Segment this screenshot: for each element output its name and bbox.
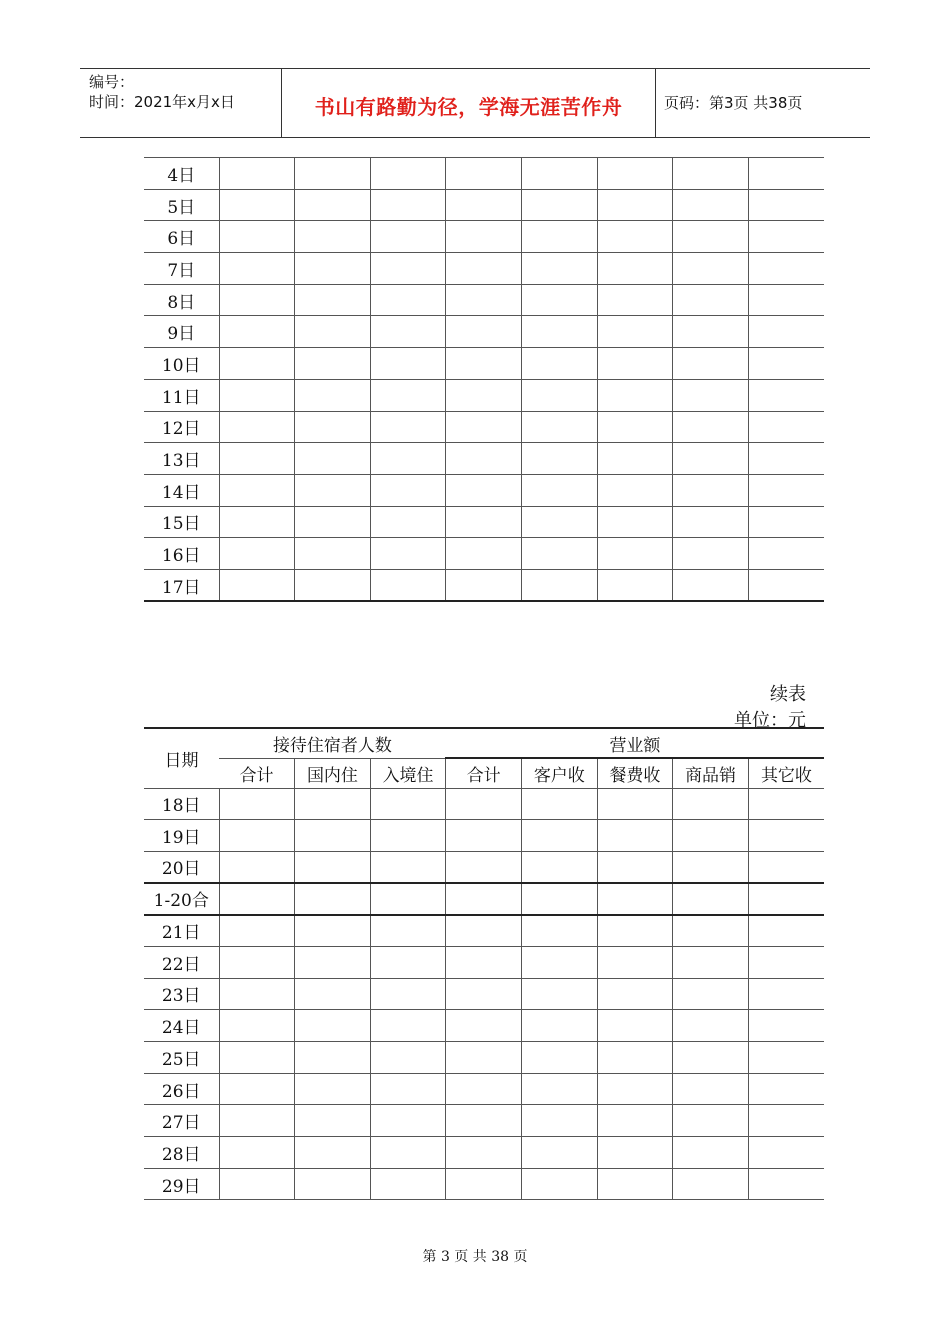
empty-cell	[295, 1010, 371, 1042]
empty-cell	[219, 946, 295, 978]
empty-cell	[370, 1073, 446, 1105]
empty-cell	[219, 569, 295, 601]
column-header: 合计	[446, 758, 522, 788]
table-row	[144, 474, 824, 506]
date-cell: 28日	[144, 1137, 219, 1169]
empty-cell	[673, 883, 749, 915]
empty-cell	[748, 379, 824, 411]
empty-cell	[370, 915, 446, 947]
empty-cell	[748, 883, 824, 915]
empty-cell	[446, 316, 522, 348]
empty-cell	[597, 1042, 673, 1074]
empty-cell	[748, 158, 824, 190]
empty-cell	[370, 189, 446, 221]
empty-cell	[370, 538, 446, 570]
empty-cell	[748, 851, 824, 883]
daily-table-bottom	[144, 727, 824, 1200]
empty-cell	[673, 978, 749, 1010]
empty-cell	[597, 1073, 673, 1105]
date-cell: 22日	[144, 946, 219, 978]
empty-cell	[295, 1168, 371, 1200]
empty-cell	[597, 443, 673, 475]
empty-cell	[219, 158, 295, 190]
empty-cell	[522, 284, 598, 316]
date-cell: 18日	[144, 788, 219, 820]
empty-cell	[219, 820, 295, 852]
date-header: 日期	[144, 728, 219, 788]
empty-cell	[597, 978, 673, 1010]
empty-cell	[370, 1042, 446, 1074]
date-cell: 12日	[144, 411, 219, 443]
empty-cell	[219, 316, 295, 348]
table-row	[144, 538, 824, 570]
empty-cell	[748, 569, 824, 601]
empty-cell	[446, 253, 522, 285]
empty-cell	[673, 1105, 749, 1137]
empty-cell	[446, 379, 522, 411]
empty-cell	[597, 569, 673, 601]
empty-cell	[597, 1137, 673, 1169]
empty-cell	[219, 1168, 295, 1200]
empty-cell	[522, 1010, 598, 1042]
empty-cell	[446, 915, 522, 947]
empty-cell	[597, 946, 673, 978]
date-cell: 16日	[144, 538, 219, 570]
empty-cell	[446, 946, 522, 978]
date-cell: 25日	[144, 1042, 219, 1074]
empty-cell	[295, 820, 371, 852]
table-row	[144, 788, 824, 820]
date-cell: 1-20合	[144, 883, 219, 915]
continued-label: 续表	[770, 684, 806, 705]
date-cell: 17日	[144, 569, 219, 601]
empty-cell	[522, 1105, 598, 1137]
guests-header: 接待住宿者人数	[219, 728, 446, 758]
empty-cell	[673, 915, 749, 947]
table-row	[144, 443, 824, 475]
empty-cell	[522, 851, 598, 883]
table-row	[144, 348, 824, 380]
empty-cell	[219, 379, 295, 411]
empty-cell	[370, 348, 446, 380]
empty-cell	[748, 1073, 824, 1105]
empty-cell	[219, 978, 295, 1010]
empty-cell	[446, 1010, 522, 1042]
empty-cell	[597, 189, 673, 221]
empty-cell	[597, 883, 673, 915]
empty-cell	[446, 221, 522, 253]
empty-cell	[295, 946, 371, 978]
date-cell: 15日	[144, 506, 219, 538]
empty-cell	[748, 978, 824, 1010]
empty-cell	[673, 538, 749, 570]
empty-cell	[748, 1105, 824, 1137]
empty-cell	[446, 978, 522, 1010]
empty-cell	[748, 284, 824, 316]
empty-cell	[219, 348, 295, 380]
date-cell: 13日	[144, 443, 219, 475]
table-row	[144, 189, 824, 221]
table-row	[144, 915, 824, 947]
date-cell: 11日	[144, 379, 219, 411]
table-row	[144, 284, 824, 316]
empty-cell	[673, 284, 749, 316]
empty-cell	[748, 1010, 824, 1042]
empty-cell	[446, 820, 522, 852]
empty-cell	[673, 253, 749, 285]
empty-cell	[446, 1137, 522, 1169]
empty-cell	[748, 316, 824, 348]
empty-cell	[219, 1042, 295, 1074]
time-label: 时间：2021年x月x日	[89, 93, 235, 111]
empty-cell	[370, 221, 446, 253]
empty-cell	[370, 506, 446, 538]
empty-cell	[748, 915, 824, 947]
table-row	[144, 569, 824, 601]
table-row	[144, 379, 824, 411]
empty-cell	[219, 1073, 295, 1105]
empty-cell	[748, 538, 824, 570]
empty-cell	[370, 883, 446, 915]
empty-cell	[446, 788, 522, 820]
empty-cell	[673, 788, 749, 820]
empty-cell	[673, 158, 749, 190]
date-cell: 8日	[144, 284, 219, 316]
empty-cell	[673, 506, 749, 538]
empty-cell	[446, 474, 522, 506]
empty-cell	[295, 851, 371, 883]
empty-cell	[370, 820, 446, 852]
empty-cell	[597, 284, 673, 316]
empty-cell	[370, 316, 446, 348]
table-row	[144, 851, 824, 883]
empty-cell	[219, 883, 295, 915]
empty-cell	[748, 820, 824, 852]
date-cell: 26日	[144, 1073, 219, 1105]
date-cell: 6日	[144, 221, 219, 253]
empty-cell	[748, 1168, 824, 1200]
date-cell: 7日	[144, 253, 219, 285]
empty-cell	[673, 820, 749, 852]
empty-cell	[219, 851, 295, 883]
date-cell: 23日	[144, 978, 219, 1010]
empty-cell	[597, 316, 673, 348]
empty-cell	[522, 316, 598, 348]
empty-cell	[522, 253, 598, 285]
header-meta	[80, 69, 281, 137]
date-cell: 4日	[144, 158, 219, 190]
table-row	[144, 1073, 824, 1105]
empty-cell	[295, 1105, 371, 1137]
empty-cell	[597, 851, 673, 883]
empty-cell	[522, 915, 598, 947]
empty-cell	[295, 221, 371, 253]
empty-cell	[673, 1073, 749, 1105]
table-row	[144, 506, 824, 538]
number-label: 编号：	[89, 73, 135, 91]
empty-cell	[295, 316, 371, 348]
empty-cell	[219, 189, 295, 221]
empty-cell	[370, 851, 446, 883]
column-header: 合计	[219, 758, 295, 788]
empty-cell	[370, 978, 446, 1010]
empty-cell	[370, 1168, 446, 1200]
empty-cell	[446, 411, 522, 443]
table-row	[144, 1168, 824, 1200]
empty-cell	[295, 506, 371, 538]
empty-cell	[295, 538, 371, 570]
empty-cell	[673, 1168, 749, 1200]
empty-cell	[597, 788, 673, 820]
page-header	[80, 68, 870, 138]
empty-cell	[522, 189, 598, 221]
empty-cell	[295, 915, 371, 947]
empty-cell	[597, 820, 673, 852]
empty-cell	[370, 569, 446, 601]
empty-cell	[370, 946, 446, 978]
unit-label: 单位：元	[734, 710, 806, 731]
empty-cell	[597, 348, 673, 380]
empty-cell	[673, 411, 749, 443]
subtotal-row	[144, 883, 824, 915]
empty-cell	[295, 978, 371, 1010]
empty-cell	[219, 788, 295, 820]
empty-cell	[522, 569, 598, 601]
table-row	[144, 1042, 824, 1074]
empty-cell	[446, 1168, 522, 1200]
empty-cell	[446, 1073, 522, 1105]
empty-cell	[597, 474, 673, 506]
empty-cell	[748, 1042, 824, 1074]
empty-cell	[522, 1073, 598, 1105]
daily-table-top	[144, 157, 824, 602]
table-row	[144, 411, 824, 443]
empty-cell	[748, 221, 824, 253]
date-cell: 20日	[144, 851, 219, 883]
date-cell: 14日	[144, 474, 219, 506]
empty-cell	[219, 1010, 295, 1042]
empty-cell	[446, 1105, 522, 1137]
empty-cell	[522, 158, 598, 190]
empty-cell	[370, 1105, 446, 1137]
empty-cell	[522, 1137, 598, 1169]
empty-cell	[673, 474, 749, 506]
date-cell: 21日	[144, 915, 219, 947]
empty-cell	[673, 443, 749, 475]
date-cell: 5日	[144, 189, 219, 221]
empty-cell	[522, 820, 598, 852]
empty-cell	[295, 1042, 371, 1074]
empty-cell	[370, 379, 446, 411]
column-header: 入境住	[370, 758, 446, 788]
empty-cell	[295, 569, 371, 601]
table-row	[144, 820, 824, 852]
empty-cell	[295, 253, 371, 285]
empty-cell	[219, 506, 295, 538]
empty-cell	[219, 538, 295, 570]
empty-cell	[522, 538, 598, 570]
empty-cell	[219, 284, 295, 316]
empty-cell	[522, 978, 598, 1010]
empty-cell	[370, 788, 446, 820]
empty-cell	[295, 189, 371, 221]
empty-cell	[522, 348, 598, 380]
empty-cell	[673, 316, 749, 348]
date-cell: 27日	[144, 1105, 219, 1137]
date-cell: 10日	[144, 348, 219, 380]
empty-cell	[370, 253, 446, 285]
empty-cell	[673, 221, 749, 253]
empty-cell	[446, 1042, 522, 1074]
empty-cell	[446, 538, 522, 570]
empty-cell	[295, 1073, 371, 1105]
empty-cell	[295, 1137, 371, 1169]
empty-cell	[522, 506, 598, 538]
table-row	[144, 978, 824, 1010]
empty-cell	[673, 348, 749, 380]
empty-cell	[748, 946, 824, 978]
empty-cell	[295, 411, 371, 443]
page-info: 页码：第3页 共38页	[664, 94, 803, 112]
empty-cell	[673, 1010, 749, 1042]
empty-cell	[522, 474, 598, 506]
empty-cell	[522, 788, 598, 820]
empty-cell	[370, 284, 446, 316]
empty-cell	[295, 348, 371, 380]
empty-cell	[219, 253, 295, 285]
empty-cell	[522, 379, 598, 411]
table-row	[144, 946, 824, 978]
empty-cell	[219, 443, 295, 475]
empty-cell	[748, 788, 824, 820]
empty-cell	[748, 506, 824, 538]
table-row	[144, 158, 824, 190]
empty-cell	[219, 1105, 295, 1137]
date-cell: 29日	[144, 1168, 219, 1200]
empty-cell	[446, 851, 522, 883]
empty-cell	[295, 883, 371, 915]
empty-cell	[673, 1042, 749, 1074]
empty-cell	[522, 1168, 598, 1200]
table-row	[144, 1137, 824, 1169]
empty-cell	[446, 284, 522, 316]
empty-cell	[597, 538, 673, 570]
empty-cell	[597, 1010, 673, 1042]
empty-cell	[295, 474, 371, 506]
empty-cell	[748, 474, 824, 506]
empty-cell	[748, 411, 824, 443]
empty-cell	[522, 883, 598, 915]
empty-cell	[597, 1105, 673, 1137]
empty-cell	[295, 158, 371, 190]
table-row	[144, 1010, 824, 1042]
empty-cell	[219, 1137, 295, 1169]
column-header: 其它收	[748, 758, 824, 788]
empty-cell	[219, 474, 295, 506]
empty-cell	[295, 443, 371, 475]
empty-cell	[522, 946, 598, 978]
empty-cell	[522, 1042, 598, 1074]
empty-cell	[522, 221, 598, 253]
empty-cell	[673, 189, 749, 221]
table-row	[144, 253, 824, 285]
empty-cell	[370, 474, 446, 506]
empty-cell	[597, 915, 673, 947]
revenue-header: 营业额	[446, 728, 824, 758]
empty-cell	[673, 1137, 749, 1169]
motto-text: 书山有路勤为径，学海无涯苦作舟	[314, 95, 623, 119]
empty-cell	[295, 788, 371, 820]
empty-cell	[370, 1137, 446, 1169]
empty-cell	[597, 411, 673, 443]
empty-cell	[219, 411, 295, 443]
empty-cell	[597, 506, 673, 538]
empty-cell	[446, 348, 522, 380]
empty-cell	[295, 284, 371, 316]
column-header: 国内住	[295, 758, 371, 788]
empty-cell	[446, 506, 522, 538]
empty-cell	[446, 883, 522, 915]
empty-cell	[370, 158, 446, 190]
empty-cell	[673, 379, 749, 411]
date-cell: 9日	[144, 316, 219, 348]
empty-cell	[219, 221, 295, 253]
empty-cell	[446, 158, 522, 190]
empty-cell	[370, 411, 446, 443]
empty-cell	[522, 443, 598, 475]
empty-cell	[597, 253, 673, 285]
date-cell: 24日	[144, 1010, 219, 1042]
empty-cell	[673, 569, 749, 601]
empty-cell	[446, 569, 522, 601]
table-row	[144, 1105, 824, 1137]
empty-cell	[748, 189, 824, 221]
empty-cell	[295, 379, 371, 411]
column-header: 客户收	[522, 758, 598, 788]
page-footer: 第 3 页 共 38 页	[422, 1249, 528, 1265]
empty-cell	[748, 253, 824, 285]
empty-cell	[748, 348, 824, 380]
empty-cell	[597, 379, 673, 411]
empty-cell	[370, 443, 446, 475]
empty-cell	[597, 158, 673, 190]
empty-cell	[446, 443, 522, 475]
column-header: 商品销	[673, 758, 749, 788]
empty-cell	[219, 915, 295, 947]
header-motto-cell	[281, 69, 656, 137]
column-header: 餐费收	[597, 758, 673, 788]
empty-cell	[446, 189, 522, 221]
empty-cell	[748, 443, 824, 475]
empty-cell	[370, 1010, 446, 1042]
empty-cell	[748, 1137, 824, 1169]
empty-cell	[673, 851, 749, 883]
empty-cell	[522, 411, 598, 443]
empty-cell	[597, 1168, 673, 1200]
table-row	[144, 316, 824, 348]
date-cell: 19日	[144, 820, 219, 852]
table-row	[144, 221, 824, 253]
empty-cell	[597, 221, 673, 253]
empty-cell	[673, 946, 749, 978]
